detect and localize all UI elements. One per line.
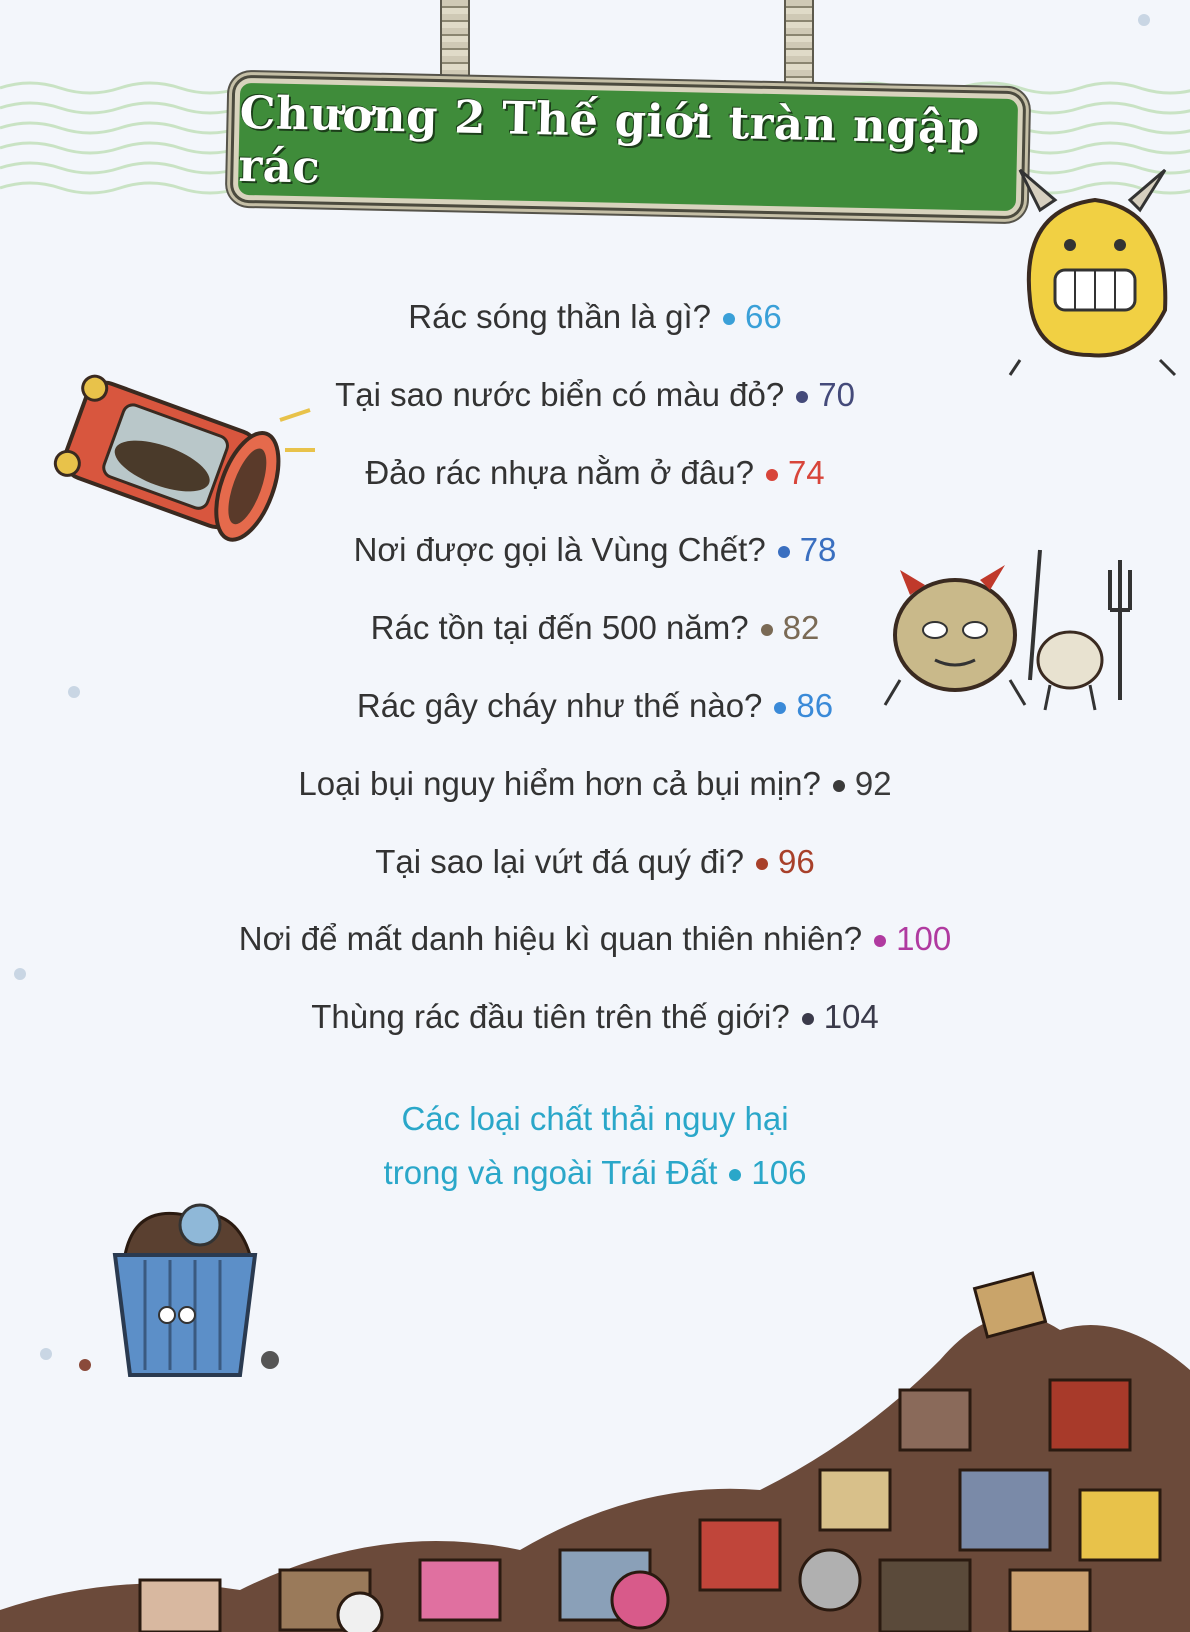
toc-entry-title: Nơi được gọi là Vùng Chết? <box>353 531 766 568</box>
bullet-dot <box>729 1169 741 1181</box>
toc-page-number: 86 <box>796 687 834 724</box>
bullet-dot <box>802 1013 814 1025</box>
garbage-monster-illustration <box>1000 150 1190 380</box>
toc-page-number: 100 <box>896 920 952 957</box>
bullet-dot <box>723 313 735 325</box>
toc-page-number: 70 <box>818 376 855 413</box>
toc-page-number: 96 <box>778 843 815 880</box>
toc-entry-title: Nơi để mất danh hiệu kì quan thiên nhiên? <box>238 920 863 957</box>
special-title-line1: Các loại chất thải nguy hại <box>401 1100 789 1137</box>
toc-entry-title: Rác tồn tại đến 500 năm? <box>370 609 749 646</box>
bullet-dot <box>874 935 886 947</box>
toc-entry-title: Đảo rác nhựa nằm ở đâu? <box>365 454 754 491</box>
toc-page-number: 104 <box>823 998 879 1035</box>
toc-entry-title: Loại bụi nguy hiểm hơn cả bụi mịn? <box>298 765 821 802</box>
chapter-banner <box>233 78 1023 216</box>
toc-entry[interactable] <box>0 998 1190 1036</box>
special-page-number: 106 <box>751 1154 807 1191</box>
bullet-dot <box>833 780 845 792</box>
toc-page-number: 74 <box>787 454 825 491</box>
bullet-dot <box>778 546 790 558</box>
toc-entry[interactable] <box>0 765 1190 803</box>
toc-entry[interactable] <box>0 843 1190 881</box>
toc-entry-title: Tại sao nước biển có màu đỏ? <box>335 376 785 413</box>
bullet-dot <box>766 469 778 481</box>
toc-page-number: 92 <box>854 765 892 802</box>
toc-entry-title: Rác sóng thần là gì? <box>408 298 711 335</box>
toc-entry-title: Thùng rác đầu tiên trên thế giới? <box>311 998 790 1035</box>
decor-dot <box>14 968 26 980</box>
toc-entry[interactable] <box>0 920 1190 958</box>
toc-entry-title: Rác gây cháy như thế nào? <box>356 687 763 724</box>
toc-page-number: 66 <box>745 298 782 335</box>
decor-dot <box>1138 14 1150 26</box>
special-section-line1[interactable] <box>0 1092 1190 1146</box>
bullet-dot <box>756 858 768 870</box>
bullet-dot <box>761 624 773 636</box>
special-title-line2: trong và ngoài Trái Đất <box>383 1154 718 1191</box>
toc-entry-title: Tại sao lại vứt đá quý đi? <box>375 843 745 880</box>
devil-blobs-illustration <box>880 540 1160 720</box>
toc-page-number: 78 <box>799 531 837 568</box>
chapter-title: Chương 2 Thế giới tràn ngập rác <box>237 85 981 194</box>
bullet-dot <box>796 391 808 403</box>
toc-page-number: 82 <box>782 609 820 646</box>
trash-heap-illustration <box>0 1270 1190 1632</box>
bullet-dot <box>774 702 786 714</box>
trash-capsule-illustration <box>30 360 320 560</box>
decor-dot <box>68 686 80 698</box>
